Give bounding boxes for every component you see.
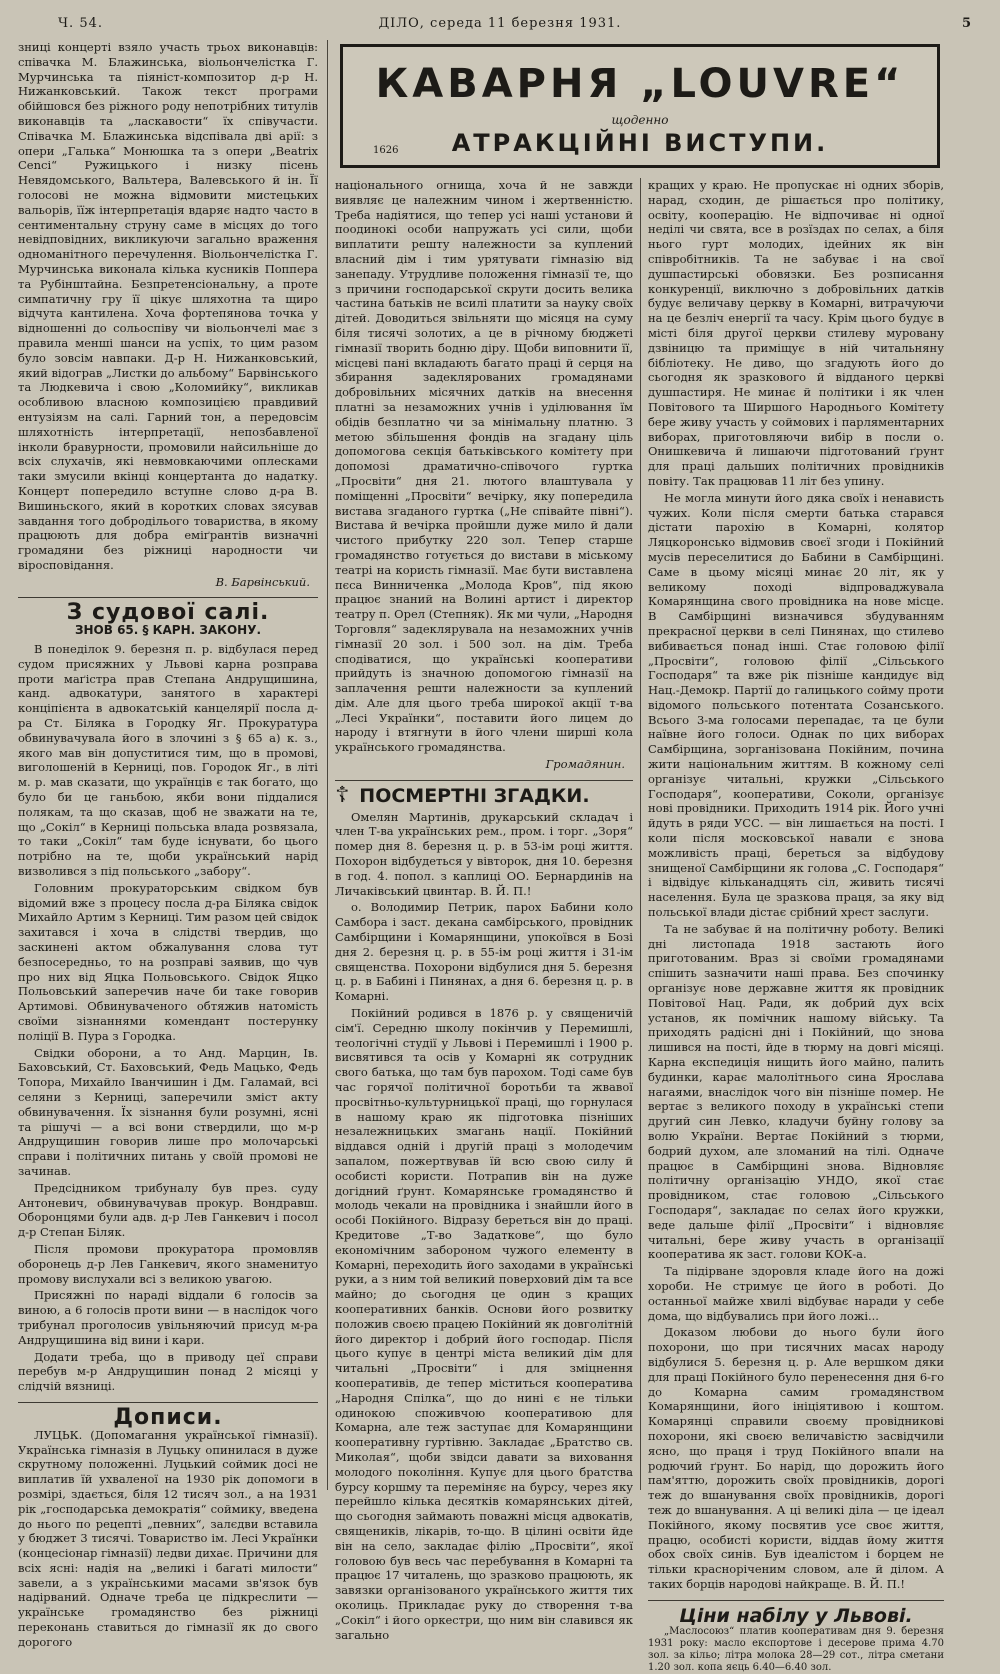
obituary-paragraph: Омелян Мартинів, друкарський складач і член Т-ва українських рем., пром. і торг. „Зоря“ помер дня 8. березня ц. р. в 53-ім році життя. Похорон відбудеться у вівторок, дня 10. березня в год. 4. попол. з каплиці ОО. Бернардинів на Личаківський цвинтар. В. Й. П.! xyxy=(335,809,633,898)
section-rule xyxy=(18,597,318,598)
ad-title: КАВАРНЯ „LOUVRE“ xyxy=(375,61,905,107)
masthead-date: ДІЛО, середа 11 березня 1931. xyxy=(378,16,622,31)
obituary-paragraph: о. Володимир Петрик, парох Бабини коло Самбора і заст. декана самбірського, провідник Самбірщини і Комарянщини, упокоївся в Бозі дня 2. березня ц. р. в 55-ім році життя і 31-ім священства. Похорони відбулися дня 5. березня ц. р. в Бабині і Пинянах, а дня 6. березня ц. р. в Комарні. xyxy=(335,900,633,1004)
column-divider xyxy=(640,178,641,1490)
cafe-advertisement xyxy=(340,44,940,168)
column-2 xyxy=(335,178,633,1642)
ad-tagline: АТРАКЦІЙНІ ВИСТУПИ. xyxy=(451,129,829,157)
article-paragraph: національного огнища, хоча й не завжди виявляє це належним чином і жертвенністю. Треба надіятися, що тепер усі наші установи й поодинокі особи напружать усі сили, щоби виплатити решту належности за куплений власний дім і тим урятувати гімназію від занепаду. Утрудливе положення гімназії те, що з причини господарської скрути досить велика частина батьків не всилі платити за науку своїх дітей. Доводиться звільняти що місяця на суму біля тисячі золотих, а це в річному бюджеті гімназії творить бодню діру. Щоби виповнити її, місцеві пані вкладають багато праці й серця на збирання задеклярованих громадянами добровільних місячних датків на внесення платні за незаможних учнів і уділювання їм обідів безплатно чи за мінімальну платню. З метою збільшення фондів на згадану ціль допомогова секція батьківського комітету при допомозі драматично-співочого гуртка „Просвіти“ дня 21. лютого влаштувала у поміщенні „Просвіти“ вечірку, яку попередила вистава згаданого гуртка („Не співайте півні“). Вистава й вечірка пройшли дуже мило й дали чистого прибутку 220 зол. Тепер старше громадянство готується до вистави в міському театрі на користь гімназії. Має бути виставлена пєса Винниченка „Молода Кров“, під якою працює знаний на Волині артист і директор театру п. Орел (Степняк). Як ми чули, „Народня Торговля“ задеклярувала на незаможних учнів гімназії 20 зол. і 500 зол. на дім. Треба сподіватися, що українські кооперативи прийдуть із значною допомогою гімназії на заплачення решти належности за куплений дім. Але для цього треба широкої акції т-ва „Лесі Українки“, поставити його лицем до народу і втягнути в його члени ширші кола українського громадянства. xyxy=(335,178,633,755)
court-paragraph: Після промови прокуратора промовляв оборонець д-р Лев Ганкевич, якого знаменитуо промову вислухали всі з великою увагою. xyxy=(18,1241,318,1286)
section-rule xyxy=(18,1402,318,1403)
article-signature: Громадянин. xyxy=(545,757,625,772)
court-section-title: З судової салі. xyxy=(66,600,270,626)
court-paragraph: Предсідником трибуналу був през. суду Антоневич, обвинувачував прокур. Вондравш. Оборонцями були адв. д-р Лев Ганкевич і посол д-р Степан Біляк. xyxy=(18,1180,318,1240)
section-rule xyxy=(648,1600,944,1601)
obituary-paragraph: Покійний родився в 1876 р. у священичій сім'ї. Середню школу покінчив у Перемишлі, теологічні студії у Львові і Перемишлі і 1900 р. висвятився та осів у Комарні як сотрудник свого батька, що там був парохом. Тоді саме був час горячої політичної боротьби та жвавої просвітньо-культурницької праці, що горнулася в нашому краю як підготовка пізніших незалежницьких змагань нації. Покійний віддався одній і другій праці з молодечим запалом, пожертвував їй всю свою силу й особисті користи. Потрапив він на дуже догідний ґрунт. Комарянське громадянство й молодь чекали на провідника і знайшли його в особі Покійного. Відразу береться він до праці. Кредитове „Т-во Задаткове“, що було економічним забороном чужого елементу в Комарні, переходить його заходами в українські руки, а з ним той великий поверховий дім та все майно; до сьогодня це один з кращих кооперативних банків. Основи його розвитку положив своєю працею Покійний як довголітній його директор і добрий його господар. Після цього купує в центрі міста великий дім для читальні „Просвіти“ і для зміцнення кооперативів, де тепер міститься кооператива „Народня Спілка“, що до нині є не тільки одинокою споживчою кооперативою для Комарна, але теж заступає для Комарянщини кооперативну гуртівню. Закладає „Братство св. Миколая“, щоби звідси давати за виховання молодого покоління. Купує для цього братства бурсу коршму та переміняє на бурсу, через яку перейшло кілька десятків комарянських дітей, що сьогодня займають поважні місця адвокатів, священиків, лікарів, то-що. В цілині освіти йде він на село, закладає філію „Просвіти“, якої головою був весь час перебування в Комарні та працює 17 читалень, що зразково працюють, як завязки організованого українського життя тих околиць. Прикладає руку до створення т-ва „Сокіл“ і його оркестри, що ним він славився як загально xyxy=(335,1006,633,1642)
ad-subtitle: щоденно xyxy=(611,113,669,127)
court-paragraph: Присяжні по нараді віддали 6 голосів за виною, а 6 голосів проти вини — в наслідок чого трибунал проголосив увільняючий присуд м-ра Андрущишина від вини і кари. xyxy=(18,1288,318,1347)
ad-code: 1626 xyxy=(373,145,399,156)
obituary-paragraph: Та підірване здоровля кладе його на дожі хороби. Не стримує це його в роботі. До останньої майже хвилі відбуває наради у себе дома, що відбувались при його ложі... xyxy=(648,1264,944,1323)
concert-review-signature: В. Барвінський. xyxy=(215,574,310,589)
court-paragraph: В понеділок 9. березня п. р. відбулася перед судом присяжних у Львові карна розправа проти маґістра прав Степана Андрущишина, канд. адвокатури, занятого в характері конціпієнта в адвокатській канцелярії посла д-ра Ст. Біляка в Городку Яг. Прокуратура обвинувачувала його в злочині з § 65 а) к. з., якого мав він допуститися тим, що в промові, виголошеній в Керниці, пов. Городок Яг., в літі м. р. мав сказати, що українців є так богато, що було би це ганьбою, якби вони піддалися полякам, та що сказав, щоб не зважати на те, що „Сокіл“ в Керниці польська влада розвязала, то таки „Сокіл“ там буде існувати, бо цього потрібно на те, щоби український нарід визволився з під польського „забору“. xyxy=(18,642,318,879)
obituary-paragraph: Та не забуває й на політичну роботу. Великі дні листопада 1918 застають його приготованим. Враз зі своїми громадянами спішить зазначити наші права. Без спочинку організує нове державне життя як провідник Повітової Нац. Ради, як добрий дух всіх установ, як помічник нашому війську. Та приходять радісні дні і Покійний, що знова лишився на пості, йде в тюрму на довгі місяці. Карна експедиція нищить його майно, палить будинки, карає малолітнього сина Ярослава нагаями, внаслідок чого він пізніше помер. Не вертає з великого походу в українські степи другий син Левко, кладучи буйну голову за волю України. Вертає Покійний з тюрми, бодрий духом, але зломаний на тілі. Одначе працює в Самбірщині знова. Відновляє політичну організацію УНДО, якої стає провідником, стає головою „Сільського Господаря“, закладає по селах його кружки, веде дальше філії „Просвіти“ і відновляє читальні, бере живу участь в організації кооператива як заст. голови КОК-а. xyxy=(648,921,944,1262)
obituary-paragraph: Не могла минути його дяка своїх і ненависть чужих. Коли після смерти батька старався дістати парохію в Комарні, колятор Ляцкоронсько відмовив своєї згоди і Покійний мусів переселитися до Бабини в Самбірщині. Саме в цьому місяці минає 20 літ, як у великому поході відпроваджувала Комарянщина свого провідника на нове місце. В Самбірщині визначився збудуванням прекрасної церкви в селі Пинянах, що стилево вибивається понад інші. Стає головою філії „Просвіти“, головою філії „Сільського Господаря“ та вже рік пізніше кандидує від Нац.-Демокр. Партії до галицького сойму проти відомого польського потентата Созанського. Всього 3-ма голосами перепадає, та це були наївне його голоси. Однак по цих виборах Самбірщина, зорганізована Покійним, почина жити національним життям. В кожному селі організує читальні, кружки „Сільського Господаря“, кооперативи, Соколи, організує нові провідники. Приходить 1914 рік. Його учні йдуть в ряди УСС. — він лишається на пості. І коли після московської навали є знова можливість праці, береться за відбудову знищеної Самбірщини як голова „С. Господаря“ і відвідує кільканадцять сіл, живить тисячі населення. Була це зразкова праця, за яку від польської влади дістає срібний хрест заслуги. xyxy=(648,490,944,920)
court-paragraph: Головним прокураторським свідком був відомий вже з процесу посла д-ра Біляка свідок Михайло Артим з Керниці. Тим разом цей свідок захитався і хоча в слідстві твердив, що заскинені актом обжалування слова тут безпосередньо, то на розправі заявив, що чув про них від Яцка Польовського. Свідок Яцко Польовський заперечив наче би таке говорив Артимові. Обвинуваченого обтяжив натомість своїми зізнаннями комендант постерунку поліції В. Пура з Городка. xyxy=(18,880,318,1043)
page-header xyxy=(18,12,982,34)
obituaries-title xyxy=(335,782,633,808)
issue-number: Ч. 54. xyxy=(58,16,103,31)
concert-review-text: зниці концерті взяло участь трьох виконавців: співачка М. Блажинська, віольончелістка Г. Мурчинська та піяніст-композитор д-р Н. Нижанковський. Також текст програми обійшовся без ріжного роду непотрібних титулів виконавців та „ласкавости“ їх співучасти. Співачка М. Блажинська відспівала дві арії: з опери „Галька“ Монюшка та з опери „Beatrix Cenci“ Ружицького і низку пісень Невядомського, Вальтера, Валевського й ін. Її голосові не можна відмовити мистецьких вальорів, їїж інтерпретація вдаряє надто часто в сентиментальну струну саме в місцях до того невідповідних, викликуючи загально враження одноманітного перечулення. Віольончелістка Г. Мурчинська виконала кілька кусників Поппера та Рубінштайна. Безпретенсіональну, а проте симпатичну гру її цікує шляхотна та щиро відчута кантилена. Хоча фортепянова точка у відношенні до сольоспіву чи віольончелі має з правила менші шанси на успіх, то цим разом було зовсім навпаки. Д-р Н. Нижанковський, який відограв „Листки до альбому“ Барвінського та Людкевича і свою „Коломийку“, викликав особливою власною композицією правдивий ентузіязм на салі. Гарний тон, а передовсім шляхотність інтерпретації, непозбавленої інколи бравурности, промовили найсильніше до всіх слухачів, які невмовкаючими оплесками таки змусили вкінці концертанта до надатку. Концерт попередило вступне слово д-ра В. Вишиньского, який в коротких словах зясував завдання того доброділього товариства, в якому працюють для добра еміґрантів визначні громадяни без ріжниці народности чи віросповідання. xyxy=(18,40,318,572)
obituary-paragraph: кращих у краю. Не пропускає ні одних зборів, нарад, сходин, де рішається про політику, освіту, кооперацію. Не відпочиває ні одної неділі чи свята, все в розїздах по селах, а біля нього гурт молодих, ідейних як він співробітників. Та не забуває і на свої душпастирські обовязки. Без розписання конкуренції, виключно з добровільних датків будує величаву церкву в Комарні, витрачуючи на це безліч енергії та часу. Крім цього будує в місті біля другої церкви стилеву муровану дзвіницю та приміщує в ній читальняну бібліотеку. Не диво, що згадують його до сьогодня як зразкового й відданого церкві душпастиря. Не минає й політики і як член Повітового та Ширшого Народнього Комітету бере живу участь у соймових і парляментарних виборах, приготовляючи вибір в посли о. Онишкевича й лишаючи підготований ґрунт для праці дальших політичних провідників повіту. Так працював 11 літ без упину. xyxy=(648,178,944,488)
letters-paragraph: ЛУЦЬК. (Допомагання української гімназії). Українська гімназія в Луцьку опинилася в дуже скрутному положенні. Луцький соймик досі не виплатив їй ухваленої на 1930 рік допомоги в розмірі, здається, біля 12 тисяч зол., а на 1931 рік „господарська демократія“ соймику, введена до нього по рецепті „певних“, залєдви вставила у бюджет 3 тисячі. Товариство ім. Лесі Українки (концесіонар гімназії) ледви дихає. Причини для всіх ясні: надія на „великі і багаті милости“ завели, а з українськими масами зв'язок був надірваний. Одначе треба це підкреслити — українське громадянство без ріжниці переконань ставиться до гімназії як до свого дорогого xyxy=(18,1427,318,1649)
section-rule xyxy=(335,780,633,781)
obituaries-title-text: ПОСМЕРТНІ ЗГАДКИ. xyxy=(359,784,590,807)
cross-icon: ☦ xyxy=(335,782,350,808)
court-paragraph: Додати треба, що в приводу цеї справи перебув м-р Андрущишин понад 2 місяці у слідчій вязниці. xyxy=(18,1349,318,1394)
prices-title: Ціни набілу у Львові. xyxy=(679,1604,913,1627)
obituary-paragraph: Доказом любови до нього були його похорони, що при тисячних масах народу відбулися 5. березня ц. р. Але вершком дяки для праці Покійного було перенесення дня 6-го до Комарна самим громадянством Комарянщини, його ініціятивою і коштом. Комарянці справили своєму провідникові похорони, які своєю величавістю засвідчили ясно, що праця і труд Покійного впали на родючий ґрунт. Бо нарід, що дорожить його пам'яттю, дорожить своїх провідників, дорогі теж до вшанування своїх провідників, дорогі теж до вшанування. А ці великі діла — це ідеал Покійного, якому посвятив усе своє життя, працю, особисті користи, віддав йому життя обох своїх синів. Був ідеалістом і борцем не тільки красноріченим словом, але й ділом. А таких борців народові найкраще. В. Й. П.! xyxy=(648,1325,944,1591)
prices-text: „Маслосоюз“ платив кооперативам дня 9. березня 1931 року: масло експортове і десерове прима 4.70 зол. за кільо; літра молока 28—29 сот., літра сметани 1.20 зол. копа яєць 6.40—6.40 зол. xyxy=(648,1625,944,1673)
column-divider xyxy=(327,40,328,1490)
court-paragraph: Свідки оборони, а то Анд. Марцин, Ів. Баховський, Ст. Баховський, Федь Мацько, Федь Топора, Михайло Іванчишин і Дм. Галамай, всі селяни з Керниці, заперечили зміст акту обвинувачення. Їх зізнання були розумні, ясні та рішучі — а всі вони ствердили, що м-р Андрущишин говорив лише про молочарські справи і політичних питань у своїй промові не зачинав. xyxy=(18,1045,318,1178)
column-3 xyxy=(648,178,944,1673)
court-section-subtitle: ЗНОВ 65. § КАРН. ЗАКОНУ. xyxy=(74,623,262,638)
letters-section-title: Дописи. xyxy=(113,1404,223,1430)
page-number: 5 xyxy=(961,16,972,31)
column-1 xyxy=(18,40,318,1649)
